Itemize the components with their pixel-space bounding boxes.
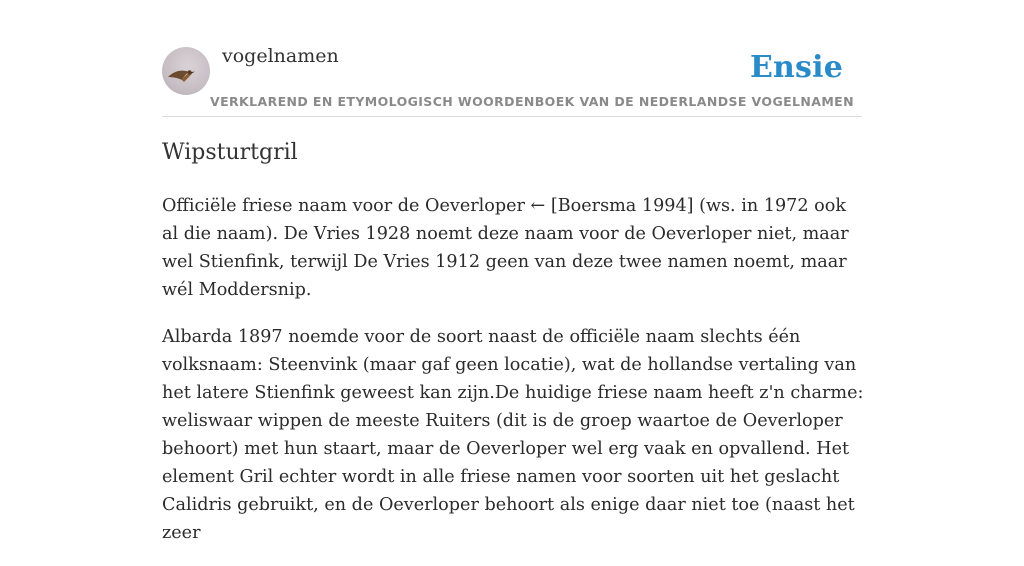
page-title: Wipsturtgril (162, 140, 298, 165)
avatar[interactable] (162, 47, 210, 95)
bird-icon (162, 47, 210, 95)
brand-logo[interactable]: Ensie (749, 50, 843, 85)
paragraph: Albarda 1897 noemde voor de soort naast de officiële naam slechts één volksnaam: Steenvink (maar gaf geen locatie), wat de hollandse vertaling van het latere Stienfink geweest kan zijn.De huidige friese naam heeft z'n charme: weliswaar wippen de meeste Ruiters (dit is de groep waartoe de Oeverloper behoort) met hun staart, maar de Oeverloper wel erg vaak en opvallend. Het element Gril echter wordt in alle friese namen voor soorten uit het geslacht Calidris gebruikt, en de Oeverloper behoort als enige daar niet toe (naast het zeer (162, 327, 864, 543)
site-header (162, 0, 862, 117)
paragraph: Officiële friese naam voor de Oeverloper ← [Boersma 1994] (ws. in 1972 ook al die naam). De Vries 1928 noemt deze naam voor de Oeverloper niet, maar wel Stienfink, terwijl De Vries 1912 geen van deze twee namen noemt, maar wél Moddersnip. (162, 196, 849, 300)
page (162, 0, 864, 543)
site-name[interactable]: vogelnamen (222, 45, 339, 67)
site-subtitle: VERKLAREND EN ETYMOLOGISCH WOORDENBOEK VAN DE NEDERLANDSE VOGELNAMEN (210, 94, 854, 109)
article-body (162, 192, 864, 566)
